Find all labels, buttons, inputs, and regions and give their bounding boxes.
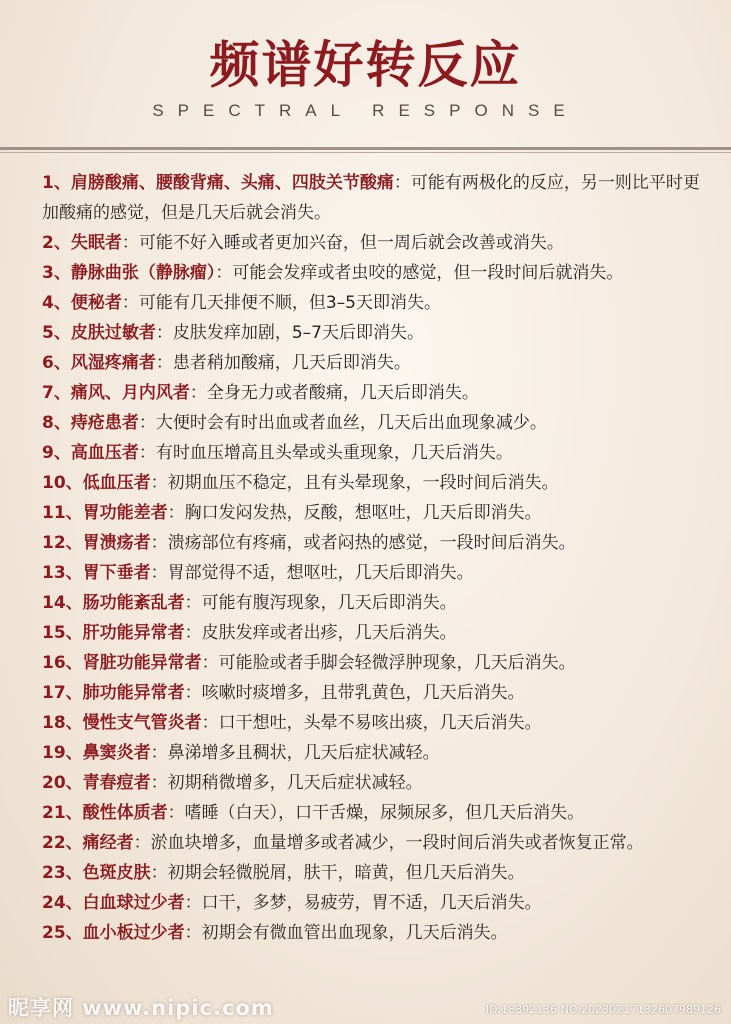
- list-item: [42, 888, 702, 918]
- list-item: [42, 378, 702, 408]
- item-label: 24、白血球过少者: [42, 893, 185, 913]
- list-item: [42, 558, 702, 588]
- list-item: [42, 228, 702, 258]
- item-label: 9、高血压者: [42, 443, 139, 463]
- list-item: [42, 468, 702, 498]
- list-item: [42, 258, 702, 288]
- item-text: ：鼻涕增多且稠状，几天后症状减轻。: [150, 743, 440, 763]
- list-item: [42, 408, 702, 438]
- list-item: [42, 618, 702, 648]
- item-label: 25、血小板过少者: [42, 923, 185, 943]
- item-text: ：患者稍加酸痛，几天后即消失。: [155, 353, 411, 373]
- item-label: 3、静脉曲张（静脉瘤）: [42, 263, 216, 283]
- item-text: ：可能脸或者手脚会轻微浮肿现象，几天后消失。: [201, 653, 576, 673]
- item-text: ：胃部觉得不适，想呕吐，几天后即消失。: [150, 563, 474, 583]
- item-label: 13、胃下垂者: [42, 563, 151, 583]
- item-label: 10、低血压者: [42, 473, 151, 493]
- item-label: 1、肩膀酸痛、腰酸背痛、头痛、四肢关节酸痛: [42, 173, 394, 193]
- watermark-logo: 昵享网 www.nipic.com: [8, 996, 274, 1020]
- item-text: ：可能有两极化的反应，另一则比平时更加酸痛的感觉，但是几天后就会消失。: [42, 173, 700, 223]
- list-item: [42, 318, 702, 348]
- item-label: 8、痔疮患者: [42, 413, 139, 433]
- item-label: 2、失眠者: [42, 233, 122, 253]
- page-subtitle: SPECTRAL RESPONSE: [152, 101, 579, 120]
- list-item: [42, 498, 702, 528]
- item-text: ：可能有腹泻现象，几天后即消失。: [184, 593, 457, 613]
- list-item: [42, 528, 702, 558]
- item-text: ：咳嗽时痰增多，且带乳黄色，几天后消失。: [184, 683, 525, 703]
- list-item: [42, 708, 702, 738]
- item-label: 19、鼻窦炎者: [42, 743, 151, 763]
- item-text: ：口干，多梦，易疲劳，胃不适，几天后消失。: [184, 893, 542, 913]
- item-text: ：大便时会有时出血或者血丝，几天后出血现象减少。: [138, 413, 547, 433]
- item-text: ：可能会发痒或者虫咬的感觉，但一段时间后就消失。: [215, 263, 624, 283]
- list-item: [42, 828, 702, 858]
- item-text: ：可能有几天排便不顺，但3–5天即消失。: [121, 293, 441, 313]
- list-item: [42, 798, 702, 828]
- item-text: ：淤血块增多，血量增多或者减少，一段时间后消失或者恢复正常。: [133, 833, 644, 853]
- item-label: 22、痛经者: [42, 833, 134, 853]
- item-label: 16、肾脏功能异常者: [42, 653, 202, 673]
- page-title: 频谱好转反应: [209, 35, 522, 94]
- item-label: 11、胃功能差者: [42, 503, 168, 523]
- item-label: 4、便秘者: [42, 293, 122, 313]
- item-text: ：皮肤发痒或者出疹，几天后消失。: [184, 623, 457, 643]
- list-item: [42, 288, 702, 318]
- item-text: ：全身无力或者酸痛，几天后即消失。: [189, 383, 479, 403]
- item-text: ：可能不好入睡或者更加兴奋，但一周后就会改善或消失。: [121, 233, 564, 253]
- list-item: [42, 648, 702, 678]
- item-text: ：口干想吐，头晕不易咳出痰，几天后消失。: [201, 713, 542, 733]
- item-text: ：有时血压增高且头晕或头重现象，几天后消失。: [138, 443, 513, 463]
- item-label: 23、色斑皮肤: [42, 863, 151, 883]
- list-item: [42, 738, 702, 768]
- list-item: [42, 168, 702, 228]
- item-text: ：初期血压不稳定，且有头晕现象，一段时间后消失。: [150, 473, 559, 493]
- item-label: 20、青春痘者: [42, 773, 151, 793]
- item-label: 5、皮肤过敏者: [42, 323, 156, 343]
- list-item: [42, 438, 702, 468]
- item-label: 14、肠功能紊乱者: [42, 593, 185, 613]
- reaction-list: [42, 168, 702, 948]
- item-label: 12、胃溃疡者: [42, 533, 151, 553]
- item-text: ：初期会轻微脱屑，肤干，暗黄，但几天后消失。: [150, 863, 525, 883]
- item-text: ：溃疡部位有疼痛，或者闷热的感觉，一段时间后消失。: [150, 533, 576, 553]
- item-text: ：皮肤发痒加剧，5–7天后即消失。: [155, 323, 424, 343]
- item-label: 7、痛风、月内风者: [42, 383, 190, 403]
- list-item: [42, 768, 702, 798]
- watermark-id: ID:18392136 NO:20230217132607989126: [485, 1003, 721, 1016]
- list-item: [42, 918, 702, 948]
- item-label: 6、风湿疼痛者: [42, 353, 156, 373]
- item-text: ：胸口发闷发热，反酸，想呕吐，几天后即消失。: [167, 503, 542, 523]
- list-item: [42, 858, 702, 888]
- header-divider: [0, 147, 731, 150]
- list-item: [42, 678, 702, 708]
- item-label: 21、酸性体质者: [42, 803, 168, 823]
- item-text: ：初期会有微血管出血现象，几天后消失。: [184, 923, 508, 943]
- list-item: [42, 348, 702, 378]
- item-label: 18、慢性支气管炎者: [42, 713, 202, 733]
- header-divider-thin: [0, 152, 731, 153]
- list-item: [42, 588, 702, 618]
- item-text: ：初期稍微增多，几天后症状减轻。: [150, 773, 423, 793]
- item-text: ：嗜睡（白天），口干舌燥，尿频尿多，但几天后消失。: [167, 803, 585, 823]
- item-label: 17、肺功能异常者: [42, 683, 185, 703]
- item-label: 15、肝功能异常者: [42, 623, 185, 643]
